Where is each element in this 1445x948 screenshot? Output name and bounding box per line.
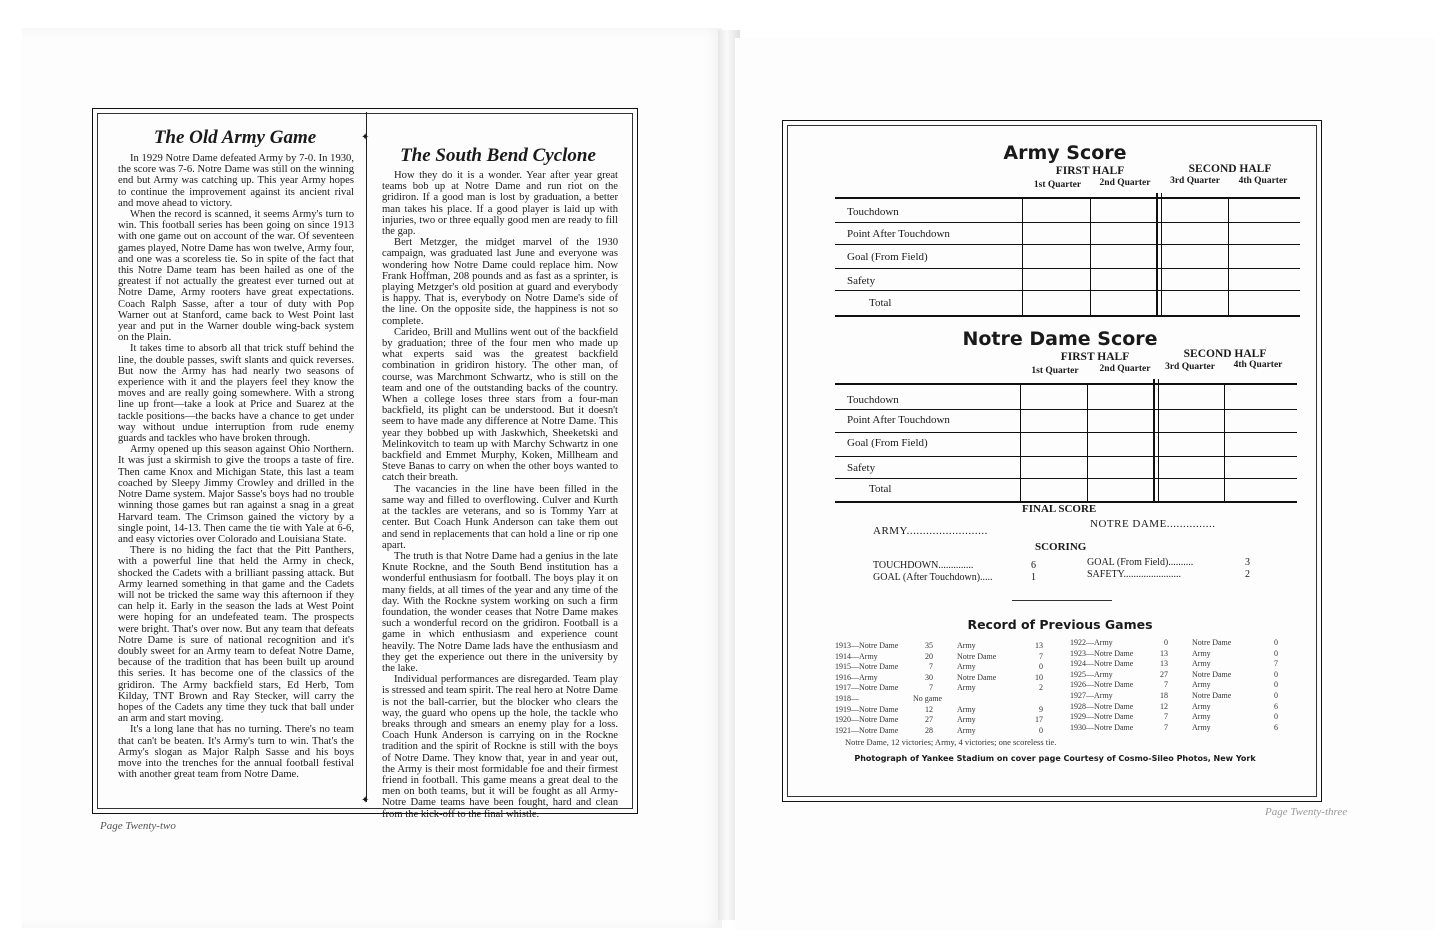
record-year: 1919—Notre Dame bbox=[835, 704, 899, 714]
scoring-touchdown-value: 6 bbox=[1031, 560, 1036, 571]
record-opponent: Army bbox=[1192, 648, 1211, 658]
army-row-safety: Safety bbox=[847, 275, 876, 287]
record-score: 30 bbox=[925, 672, 933, 682]
record-year: 1924—Notre Dame bbox=[1070, 659, 1134, 669]
record-score: 12 bbox=[1160, 701, 1168, 711]
record-score: 7 bbox=[1274, 659, 1278, 669]
scoring-goal-field-value: 3 bbox=[1245, 557, 1250, 568]
article-title-south-bend-cyclone: The South Bend Cyclone bbox=[400, 145, 596, 166]
nd-row-touchdown: Touchdown bbox=[847, 394, 899, 406]
paragraph: The vacancies in the line have been filled in the same way and filled to overflowing. Culver and Kurth at the tackles are veterans, and so is Tommy Yarr at center. But Coach Hunk Anderson can take them out and send in replacements that can hold a line or rip one apart. bbox=[382, 483, 618, 551]
record-score: 17 bbox=[1035, 715, 1043, 725]
record-score: 7 bbox=[1164, 712, 1168, 722]
final-score-notre-dame: NOTRE DAME............... bbox=[1090, 518, 1216, 530]
record-opponent: Notre Dame bbox=[1192, 691, 1232, 700]
record-year: 1922—Army bbox=[1070, 638, 1113, 647]
record-score: 7 bbox=[1164, 680, 1168, 690]
divider-ornament-bottom: ✦ bbox=[361, 795, 370, 806]
record-year: 1927—Army bbox=[1070, 691, 1113, 700]
record-year: 1930—Notre Dame bbox=[1070, 722, 1134, 732]
record-opponent: Army bbox=[957, 704, 976, 714]
record-year: 1916—Army bbox=[835, 672, 878, 682]
record-score: 28 bbox=[925, 725, 933, 735]
record-score: No game bbox=[913, 694, 943, 703]
record-year: 1917—Notre Dame bbox=[835, 683, 899, 693]
record-opponent: Notre Dame bbox=[957, 672, 997, 682]
record-score: 7 bbox=[929, 662, 933, 672]
scoring-goal-after-label: GOAL (After Touchdown)..... bbox=[873, 572, 993, 583]
scoring-safety bbox=[1087, 569, 1250, 580]
photo-credit: Photograph of Yankee Stadium on cover page Courtesy of Cosmo-Sileo Photos, New York bbox=[854, 754, 1256, 763]
record-year: 1929—Notre Dame bbox=[1070, 712, 1134, 722]
record-score: 13 bbox=[1160, 648, 1168, 658]
record-score: 7 bbox=[1039, 651, 1043, 661]
record-score: 13 bbox=[1035, 641, 1043, 650]
army-q3-label: 3rd Quarter bbox=[1170, 176, 1220, 186]
army-row-total: Total bbox=[869, 297, 892, 309]
record-score: 2 bbox=[1039, 683, 1043, 693]
paragraph: When the record is scanned, it seems Army's turn to win. This football series has been going on since 1913 with one game out on account of the war. Of seventeen games played, Notre Dame has won twelve, Army four, and one was a scoreless tie. So in spite of the fact that this Notre Dame team has been hailed as one of the greatest if not actually the greatest ever turned out at Notre Dame, Army rooters have great expectations. Coach Ralph Sasse, after a tour of duty with Pop Warner out at Stanford, came back to West Point last year and put in the Warner double wing-back system on the Plain. bbox=[118, 209, 354, 344]
folio-right: Page Twenty-three bbox=[1265, 806, 1348, 818]
record-opponent: Army bbox=[1192, 722, 1211, 732]
nd-q3-label: 3rd Quarter bbox=[1165, 362, 1215, 372]
record-opponent: Army bbox=[957, 715, 976, 725]
record-score: 0 bbox=[1274, 669, 1278, 679]
article-title-old-army-game: The Old Army Game bbox=[153, 127, 317, 148]
final-score-army: ARMY......................... bbox=[873, 525, 988, 537]
column-divider bbox=[366, 112, 367, 802]
paragraph: Individual performances are disregarded. Team play is stressed and team spirit. The real hero at Notre Dame is not the ball-carrier, but the blocker who clears the way, the guard who opens up the hole, the tackle who breaks through and smears an enemy play for a loss. Coach Hunk Anderson is carrying on in the Rockne tradition and the spirit of Rockne is still with the boys of Notre Dame. They know that, year in and year out, the Army is their most formidable foe and their firmest friend in football. This game means a great deal to the men on both teams, but it will be fought as all Army-Notre Dame teams have been fought, hard and clean from the kick-off to the final whistle. bbox=[382, 674, 618, 820]
folio-left: Page Twenty-two bbox=[100, 820, 176, 832]
record-score: 0 bbox=[1274, 648, 1278, 658]
record-year: 1913—Notre Dame bbox=[835, 641, 899, 650]
nd-q1-label: 1st Quarter bbox=[1031, 366, 1079, 376]
scoring-safety-label: SAFETY....................... bbox=[1087, 569, 1181, 580]
paragraph: How they do it is a wonder. Year after year great teams bob up at Notre Dame and run riot on the gridiron. If a good man is lost by graduation, a better man takes his place. If a good player is laid up with injuries, two or three equally good men are ready to fill the gap. bbox=[382, 170, 618, 238]
army-row-goal: Goal (From Field) bbox=[847, 251, 928, 263]
scoring-goal-field bbox=[1087, 557, 1250, 568]
nd-row-goal: Goal (From Field) bbox=[847, 437, 928, 449]
record-score: 0 bbox=[1274, 712, 1278, 722]
record-opponent: Notre Dame bbox=[1192, 638, 1232, 647]
paragraph: Bert Metzger, the midget marvel of the 1930 campaign, was graduated last June and everyone was wondering how Notre Dame could replace him. Now Frank Hoffman, 208 pounds and as fast as a sprinter, is playing Metzger's old position at guard and everybody is happy. That is, everybody on Notre Dame's side of the line. On the opposite side, the happiness is not so complete. bbox=[382, 237, 618, 327]
article-body-old-army-game bbox=[118, 153, 354, 798]
record-score: 0 bbox=[1164, 638, 1168, 647]
record-score: 18 bbox=[1160, 691, 1168, 700]
scoring-touchdown-label: TOUCHDOWN.............. bbox=[873, 560, 974, 571]
army-score-title: Army Score bbox=[1003, 142, 1127, 164]
record-score: 0 bbox=[1039, 725, 1043, 735]
record-score: 13 bbox=[1160, 659, 1168, 669]
record-score: 10 bbox=[1035, 672, 1043, 682]
record-opponent: Notre Dame bbox=[1192, 669, 1232, 679]
paragraph: It's a long lane that has no turning. There's no team that can't be beaten. It's Army's turn to win. That's the Army's slogan as Major Ralph Sasse and his boys move into the trenches for the annual football festival with another great team from Notre Dame. bbox=[118, 724, 354, 781]
record-year: 1926—Notre Dame bbox=[1070, 680, 1134, 690]
section-rule bbox=[1012, 600, 1112, 601]
army-row-point-after: Point After Touchdown bbox=[847, 228, 950, 240]
record-score: 9 bbox=[1039, 704, 1043, 714]
record-score: 6 bbox=[1274, 701, 1278, 711]
record-opponent: Army bbox=[1192, 701, 1211, 711]
scoring-goal-after-value: 1 bbox=[1031, 572, 1036, 583]
final-score-title: FINAL SCORE bbox=[1022, 503, 1097, 515]
record-year: 1915—Notre Dame bbox=[835, 662, 899, 672]
record-opponent: Army bbox=[957, 662, 976, 672]
army-q2-label: 2nd Quarter bbox=[1099, 178, 1151, 188]
nd-row-point-after: Point After Touchdown bbox=[847, 414, 950, 426]
record-opponent: Army bbox=[1192, 680, 1211, 690]
army-row-touchdown: Touchdown bbox=[847, 206, 899, 218]
army-first-half-label: FIRST HALF bbox=[1055, 165, 1125, 177]
scoring-safety-value: 2 bbox=[1245, 569, 1250, 580]
army-q4-label: 4th Quarter bbox=[1238, 176, 1288, 186]
article-body-south-bend-cyclone bbox=[382, 170, 618, 820]
record-title: Record of Previous Games bbox=[967, 617, 1153, 632]
army-second-half-label: SECOND HALF bbox=[1188, 163, 1272, 175]
record-opponent: Army bbox=[1192, 659, 1211, 669]
paragraph: It takes time to absorb all that trick stuff behind the line, the double passes, swift slants and quick reverses. But now the Army has had nearly two seasons of experience with it and the players feel they know the moves and are really going somewhere. With a strong line up front—take a look at Price and Suarez at the tackle positions—the backs have a chance to get under way without undue interruption from rude enemy guards and tackles who have broken through. bbox=[118, 343, 354, 445]
record-score: 7 bbox=[929, 683, 933, 693]
record-score: 6 bbox=[1274, 722, 1278, 732]
record-year: 1920—Notre Dame bbox=[835, 715, 899, 725]
record-year: 1918— bbox=[835, 694, 859, 703]
record-score: 0 bbox=[1274, 691, 1278, 700]
record-year: 1928—Notre Dame bbox=[1070, 701, 1134, 711]
record-score: 35 bbox=[925, 641, 933, 650]
divider-ornament-top: ✦ bbox=[361, 132, 370, 143]
nd-q4-label: 4th Quarter bbox=[1233, 360, 1283, 370]
record-score: 20 bbox=[925, 651, 933, 661]
record-score: 7 bbox=[1164, 722, 1168, 732]
scoring-goal-after bbox=[873, 572, 1036, 583]
nd-q2-label: 2nd Quarter bbox=[1099, 364, 1151, 374]
paragraph: In 1929 Notre Dame defeated Army by 7-0. In 1930, the score was 7-6. Notre Dame was still on the winning end but Army was catching up. This year Army hopes to continue the improvement against its ancient rival and move ahead to victory. bbox=[118, 153, 354, 209]
record-score: 12 bbox=[925, 704, 933, 714]
scoring-title: SCORING bbox=[1035, 541, 1087, 553]
paragraph: Carideo, Brill and Mullins went out of the backfield by graduation; three of the four men who made up what experts said was the greatest backfield combination in gridiron history. The other man, of course, was Marchmont Schwartz, who is still on the team and one of the outstanding backs of the country. When a college loses three stars from a four-man backfield, its plight can be understood. But it doesn't seem to have made any difference at Notre Dame. This year they bobbed up with Jaskwhich, Sheeketski and Melinkovitch to team up with Marchy Schwartz in one backfield and Emmet Murphy, Koken, Millheam and Steve Banas to carry on when the other boys wanted to catch their breath. bbox=[382, 326, 618, 484]
scoring-goal-field-label: GOAL (From Field).......... bbox=[1087, 557, 1194, 568]
record-opponent: Army bbox=[1192, 712, 1211, 722]
nd-row-safety: Safety bbox=[847, 462, 876, 474]
right-page-inner-frame bbox=[787, 125, 1317, 797]
record-score: 27 bbox=[1160, 669, 1168, 679]
record-opponent: Notre Dame bbox=[957, 651, 997, 661]
record-summary: Notre Dame, 12 victories; Army, 4 victories; one scoreless tie. bbox=[845, 737, 1057, 747]
paragraph: The truth is that Notre Dame had a genius in the late Knute Rockne, and the South Bend institution has a wonderful enthusiasm for football. The boys play it on many fields, at all times of the year and any time of the day. With the Rockne system working on such a firm foundation, the wonder ceases that Notre Dame makes such a wonderful record on the gridiron. Football is a game in which enthusiasm and experience count heavily. The Notre Dame lads have the enthusiasm and they get the experience out there in the university by the lake. bbox=[382, 550, 618, 674]
record-score: 0 bbox=[1274, 680, 1278, 690]
record-score: 0 bbox=[1274, 638, 1278, 647]
scoring-touchdown bbox=[873, 560, 1036, 571]
record-opponent: Army bbox=[957, 725, 976, 735]
record-opponent: Army bbox=[957, 683, 976, 693]
record-year: 1925—Army bbox=[1070, 669, 1113, 679]
nd-row-total: Total bbox=[869, 483, 892, 495]
nd-second-half-label: SECOND HALF bbox=[1183, 348, 1267, 360]
nd-first-half-label: FIRST HALF bbox=[1060, 351, 1130, 363]
record-year: 1923—Notre Dame bbox=[1070, 648, 1134, 658]
record-opponent: Army bbox=[957, 641, 976, 650]
record-year: 1921—Notre Dame bbox=[835, 725, 899, 735]
nd-score-title: Notre Dame Score bbox=[962, 328, 1158, 350]
army-q1-label: 1st Quarter bbox=[1033, 180, 1082, 190]
paragraph: Army opened up this season against Ohio Northern. It was just a skirmish to give the troops a taste of fire. Then came Knox and Michigan State, this last a team coached by Sleepy Jimmy Crowley and drilled in the Notre Dame system. Major Sasse's boys had no trouble winning those games but ran against a snag in a great Harvard team. The Crimson gained the victory by a single point, 14-13. Then came the tie with Yale at 6-6, and easy victories over Colorado and Louisiana State. bbox=[118, 444, 354, 545]
record-score: 0 bbox=[1039, 662, 1043, 672]
record-year: 1914—Army bbox=[835, 651, 878, 661]
record-score: 27 bbox=[925, 715, 933, 725]
paragraph: There is no hiding the fact that the Pitt Panthers, with a powerful line that held the Army in check, shocked the Cadets with a brilliant passing attack. But Army learned something in that game and the Cadets will not be tricked the same way this afternoon if they can help it. Early in the season the lads at West Point were hoping for an undefeated team. The prospects were bright. That's over now. But any team that defeats Notre Dame is sure of national recognition and it's doubly sweet for an Army team to defeat Notre Dame, because of the tradition that has been built up around this series. It has become one of the classics of the gridiron. The Army backfield stars, Ed Herb, Tom Kilday, TNT Brown and Ray Stecker, will carry the hopes of the Cadets any time they tuck that ball under an arm and start moving. bbox=[118, 545, 354, 725]
